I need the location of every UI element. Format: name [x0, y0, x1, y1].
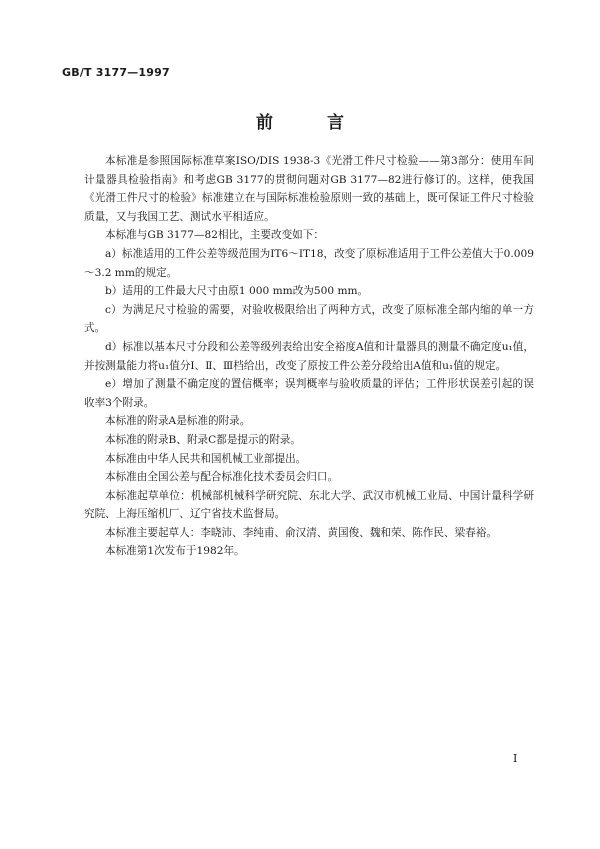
paragraph: 本标准主要起草人：李晓沛、李纯甫、俞汉清、黄国俊、魏和荣、陈作民、梁春裕。 — [105, 526, 497, 539]
paragraph: 本标准起草单位：机械部机械科学研究院、东北大学、武汉市机械工业局、中国计量科学研究院、上海压缩机厂、辽宁省技术监督局。 — [84, 489, 534, 521]
paragraph: b）适用的工件最大尺寸由原1 000 mm改为500 mm。 — [105, 285, 369, 298]
page-title: 前 言 — [256, 113, 368, 133]
paragraph: e）增加了测量不确定度的置信概率；误判概率与验收质量的评估；工件形状误差引起的误收率3个附录。 — [84, 378, 534, 409]
paragraph: 本标准是参照国际标准草案ISO/DIS 1938-3《光滑工件尺寸检验——第3部分：使用车间计量器具检验指南》和考虑GB 3177的贯彻问题对GB 3177—82进行修订的。这样，使我国《光滑工件尺寸的检验》标准建立在与国际标准检验原则一致的基础上，既可保证工件尺寸检验质量，又与我国工艺、测试水平相适应。 — [84, 155, 534, 223]
paragraph: 本标准由全国公差与配合标准化技术委员会归口。 — [105, 471, 339, 484]
paragraph: d）标准以基本尺寸分段和公差等级列表给出安全裕度A值和计量器具的测量不确定度u₁值，并按测量能力将u₁值分Ⅰ、Ⅱ、Ⅲ档给出，改变了原按工件公差分段给出A值和u₁值的规定。 — [84, 340, 534, 372]
paragraph: 本标准的附录B、附录C都是提示的附录。 — [105, 433, 301, 446]
paragraph: 本标准第1次发布于1982年。 — [105, 545, 245, 558]
paragraph: c）为满足尺寸检验的需要，对验收极限给出了两种方式，改变了原标准全部内缩的单一方式。 — [84, 303, 534, 335]
paragraph: 本标准由中华人民共和国机械工业部提出。 — [105, 452, 307, 465]
page-number: I — [513, 752, 518, 765]
standard-code: GB/T 3177—1997 — [62, 66, 170, 79]
paragraph: 本标准与GB 3177—82相比，主要改变如下： — [105, 229, 324, 242]
paragraph: a）标准适用的工件公差等级范围为IT6～IT18，改变了原标准适用于工件公差值大于0.009～3.2 mm的规定。 — [84, 247, 534, 279]
foreword-body — [84, 152, 534, 561]
paragraph: 本标准的附录A是标准的附录。 — [105, 415, 251, 428]
